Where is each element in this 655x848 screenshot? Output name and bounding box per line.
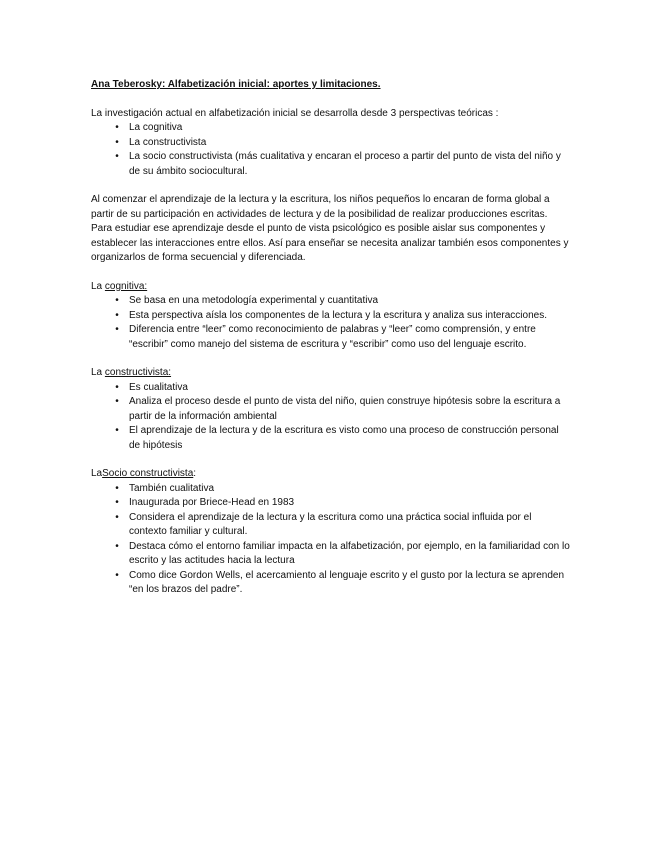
list-item-text: Se basa en una metodología experimental y cuantitativa	[129, 295, 379, 306]
section-constructivista	[91, 366, 571, 453]
list-item	[91, 395, 571, 424]
bullet-icon: •	[115, 569, 119, 581]
list-item-text: Es cualitativa	[129, 381, 188, 393]
list-item	[91, 540, 571, 569]
list-item-text: Como dice Gordon Wells, el acercamiento al lenguaje escrito y el gusto por la lectura se aprenden “en los brazos del padre”.	[129, 569, 565, 595]
section-heading-suffix: :	[193, 468, 197, 479]
section-list	[91, 294, 571, 352]
document-title: Ana Teberosky: Alfabetización inicial: aportes y limitaciones.	[91, 79, 381, 90]
list-item	[91, 381, 571, 396]
bullet-icon: •	[115, 136, 119, 148]
section-heading-name: constructivista:	[104, 367, 172, 378]
section-heading	[91, 366, 571, 381]
bullet-icon: •	[115, 497, 119, 508]
list-item	[91, 121, 571, 136]
section-heading-prefix: La	[91, 280, 105, 292]
intro-list	[91, 121, 571, 179]
list-item	[91, 511, 571, 540]
section-heading-name: cognitiva:	[104, 280, 148, 292]
section-heading	[91, 467, 571, 482]
section-heading	[91, 280, 571, 295]
list-item	[91, 424, 571, 453]
section-heading-prefix: La	[91, 367, 105, 378]
bullet-icon: •	[115, 295, 119, 306]
section-socio-constructivista	[91, 467, 571, 598]
list-item	[91, 323, 571, 352]
list-item	[91, 294, 571, 309]
list-item	[91, 569, 571, 598]
document-content	[91, 78, 571, 612]
bullet-icon: •	[115, 309, 119, 321]
bullet-icon: •	[115, 381, 119, 393]
list-item-text: El aprendizaje de la lectura y de la escritura es visto como una proceso de construcción personal de hipótesis	[129, 425, 559, 451]
list-item-text: Esta perspectiva aísla los componentes de la lectura y la escritura y analiza sus interacciones.	[129, 309, 547, 321]
list-item	[91, 136, 571, 151]
list-item-text: La cognitiva	[129, 122, 183, 133]
section-cognitiva	[91, 280, 571, 353]
list-item-text: Inaugurada por Briece-Head en 1983	[129, 497, 295, 508]
body-paragraph: Al comenzar el aprendizaje de la lectura y la escritura, los niños pequeños lo encaran de forma global a partir de su participación en actividades de lectura y de la posibilidad de realizar producciones escritas. Para estudiar ese aprendizaje desde el punto de vista psicológico es posible aislar sus componentes y establecer las interacciones entre ellos. Así para enseñar se necesita analizar también esos componentes y organizarlos de forma secuencial y diferenciada.	[91, 194, 569, 263]
list-item-text: La constructivista	[129, 136, 207, 148]
list-item-text: También cualitativa	[129, 482, 215, 494]
list-item	[91, 496, 571, 511]
list-item	[91, 482, 571, 497]
bullet-icon: •	[115, 511, 119, 523]
section-heading-name: Socio constructivista	[102, 468, 194, 479]
bullet-icon: •	[115, 396, 119, 407]
bullet-icon: •	[115, 122, 119, 133]
list-item-text: La socio constructivista (más cualitativa y encaran el proceso a partir del punto de vista del niño y de su ámbito sociocultural.	[129, 151, 561, 177]
list-item-text: Analiza el proceso desde el punto de vista del niño, quien construye hipótesis sobre la escritura a partir de la información ambiental	[129, 396, 561, 422]
bullet-icon: •	[115, 540, 119, 552]
section-list	[91, 482, 571, 598]
list-item-text: Considera el aprendizaje de la lectura y la escritura como una práctica social influida por el contexto familiar y cultural.	[129, 511, 532, 537]
intro-text: La investigación actual en alfabetización inicial se desarrolla desde 3 perspectivas teóricas :	[91, 107, 499, 119]
section-list	[91, 381, 571, 454]
list-item-text: Destaca cómo el entorno familiar impacta en la alfabetización, por ejemplo, en la familiaridad con lo escrito y las actitudes hacia la lectura	[129, 540, 570, 566]
section-heading-prefix: La	[91, 468, 103, 479]
list-item-text: Diferencia entre “leer” como reconocimiento de palabras y “leer” como comprensión, y entre “escribir” como manejo del sistema de escritura y “escribir” como uso del lenguaje escrito.	[129, 324, 536, 350]
bullet-icon: •	[115, 482, 119, 494]
list-item	[91, 150, 571, 179]
bullet-icon: •	[115, 151, 119, 162]
bullet-icon: •	[115, 425, 119, 436]
bullet-icon: •	[115, 324, 119, 335]
list-item	[91, 309, 571, 324]
